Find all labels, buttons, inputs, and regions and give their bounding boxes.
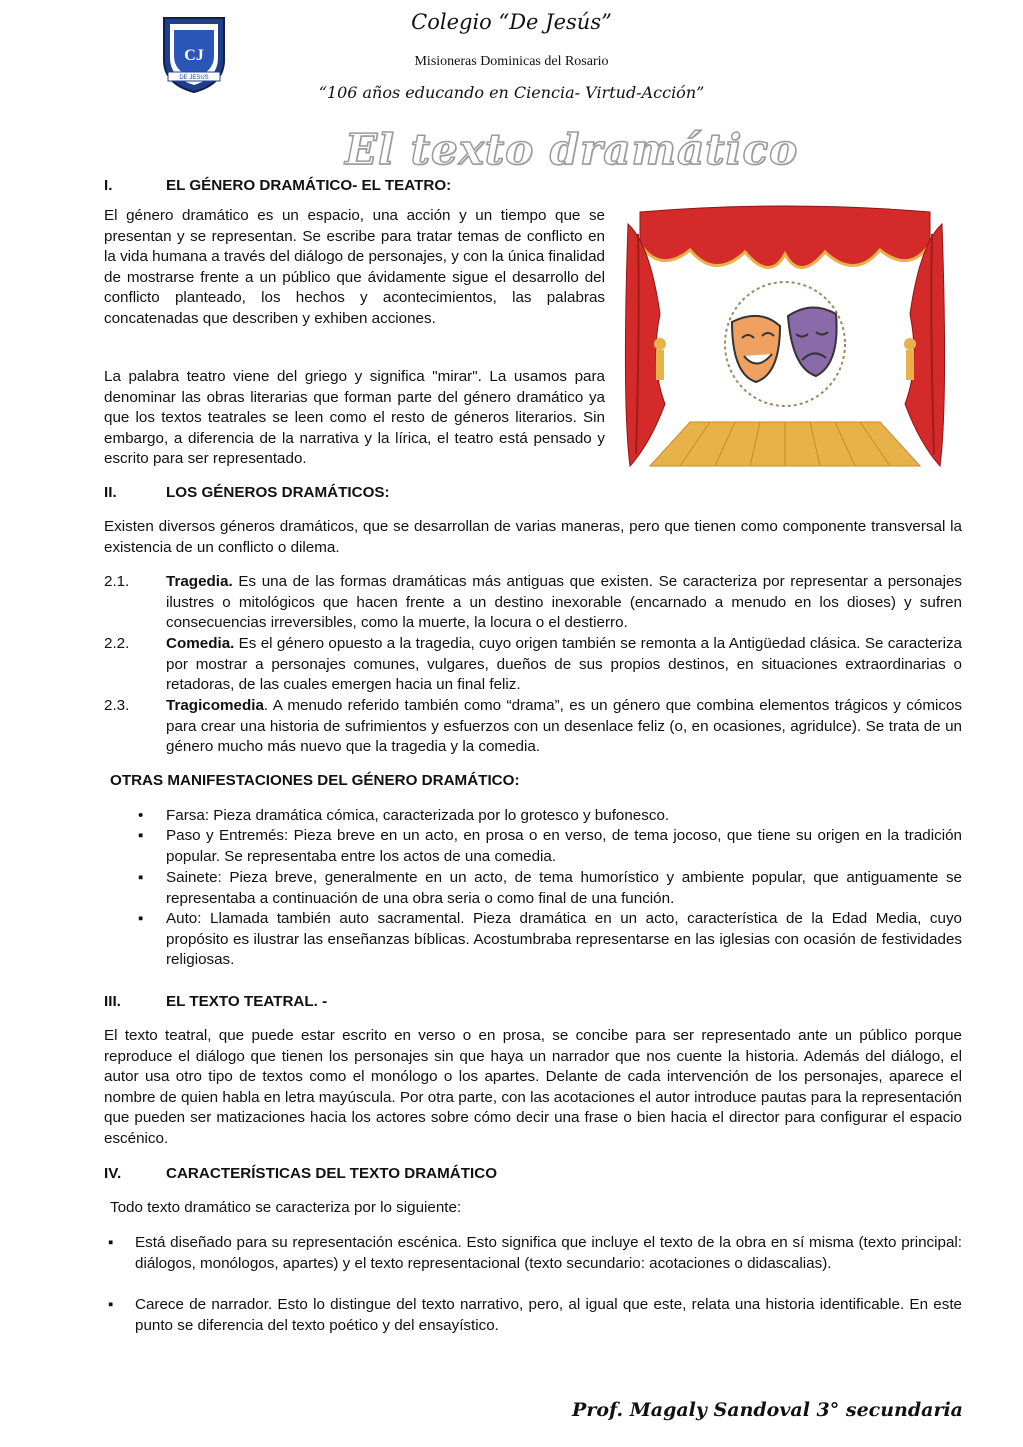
genre-item-tragedia xyxy=(166,572,962,634)
section-4-title: CARACTERÍSTICAS DEL TEXTO DRAMÁTICO xyxy=(166,1165,498,1182)
otras-heading: OTRAS MANIFESTACIONES DEL GÉNERO DRAMÁTICO: xyxy=(110,772,520,789)
section-3-paragraph: El texto teatral, que puede estar escrito en verso o en prosa, se concibe para ser representado ante un público porque reproduce el diálogo que tienen los personajes sin que haya un narrador que nos cuente la historia. Además del diálogo, el autor usa otro tipo de textos como el monólogo o los apartes. Delante de cada intervención de los personajes, aparece el nombre de quien habla en letra mayúscula. Por otra parte, con las acotaciones el autor introduce pautas para la representación que pueden ser matizaciones hacia los actores sobre cómo decir una frase o bien hacia el director para configurar el espacio escénico. xyxy=(104,1027,962,1147)
school-subtitle: Misioneras Dominicas del Rosario xyxy=(414,54,609,69)
section-4-number: IV. xyxy=(104,1165,122,1182)
otras-item-paso: Paso y Entremés: Pieza breve en un acto, en prosa o en verso, de tema jocoso, que tiene su origen en la tradición popular. Se representaba entre los actos de una comedia. xyxy=(166,827,962,865)
section-4-intro: Todo texto dramático se caracteriza por lo siguiente: xyxy=(110,1199,462,1216)
section-3-heading xyxy=(104,992,327,1013)
section-1-heading xyxy=(104,176,451,197)
otras-item-farsa: Farsa: Pieza dramática cómica, caracterizada por lo grotesco y bufonesco. xyxy=(166,807,670,824)
bullet-icon: ▪ xyxy=(138,869,144,886)
genre-term: Comedia. xyxy=(166,635,235,652)
characteristic-item: Carece de narrador. Esto lo distingue del texto narrativo, pero, al igual que este, relata una historia identificable. En este punto se diferencia del texto poético y del ensayístico. xyxy=(135,1296,962,1334)
otras-item-auto: Auto: Llamada también auto sacramental. Pieza dramática en un acto, característica de la Edad Media, cuyo propósito es ilustrar las enseñanzas bíblicas. Acostumbraba representarse en las iglesias con ocasión de festividades religiosas. xyxy=(166,910,962,969)
otras-item-sainete: Sainete: Pieza breve, generalmente en un acto, de tema humorístico y ambiente popular, que antiguamente se representaba a continuación de una obra seria o como final de una función. xyxy=(166,869,962,907)
section-2-number: II. xyxy=(104,484,117,501)
bullet-icon: ▪ xyxy=(138,910,144,927)
crest-letters: CJ xyxy=(184,47,204,64)
section-1-title: EL GÉNERO DRAMÁTICO- EL TEATRO: xyxy=(166,177,452,194)
section-4-heading xyxy=(104,1164,497,1185)
bullet-icon: ▪ xyxy=(108,1234,114,1251)
section-2-heading xyxy=(104,483,390,504)
bullet-icon: ▪ xyxy=(108,1296,114,1313)
section-1-number: I. xyxy=(104,177,113,194)
school-motto: “106 años educando en Ciencia- Virtud-Acción” xyxy=(318,83,705,102)
genre-description: Es el género opuesto a la tragedia, cuyo origen también se remonta a la Antigüedad clásica. Se caracteriza por mostrar a personajes comunes, vulgares, dueños de sus propios destinos, en situaciones extraordinarias o retadoras, de las cuales emergen hacia un final feliz. xyxy=(166,635,962,694)
genre-term: Tragicomedia xyxy=(166,697,264,714)
genre-description: Es una de las formas dramáticas más antiguas que existen. Se caracteriza por representar a personajes ilustres o mitológicos que hacen frente a un destino inexorable (encarnado a menudo en los dioses) y sufren consecuencias irreversibles, como la muerte, la locura o el destierro. xyxy=(166,573,962,632)
section-1-paragraph-1: El género dramático es un espacio, una acción y un tiempo que se presentan y se representan. Se escribe para tratar temas de conflicto en la vida humana a través del diálogo de personajes, y con la única finalidad de mostrarse frente a un público que ávidamente sigue el desarrollo del conflicto planteado, los hechos y acontecimientos, las palabras concatenadas que describen y exhiben acciones. xyxy=(104,207,605,327)
genre-term: Tragedia. xyxy=(166,573,233,590)
page-title: El texto dramático xyxy=(345,125,799,174)
crest-banner: DE JESUS xyxy=(179,75,209,81)
genre-description: . A menudo referido también como “drama”, es un género que combina elementos trágicos y cómicos para crear una historia de sufrimientos y esfuerzos con un desenlace feliz (o, en ocasiones, agridulce). Se trata de un género mucho más nuevo que la tragedia y la comedia. xyxy=(166,697,962,756)
genre-item-tragicomedia xyxy=(166,696,962,758)
section-2-intro: Existen diversos géneros dramáticos, que se desarrollan de varias maneras, pero que tienen como componente transversal la existencia de un conflicto o dilema. xyxy=(104,518,962,556)
genre-item-number: 2.3. xyxy=(104,697,130,714)
genre-item-comedia xyxy=(166,634,962,696)
bullet-icon: ▪ xyxy=(138,827,144,844)
school-name: Colegio “De Jesús” xyxy=(411,10,612,34)
genre-item-number: 2.2. xyxy=(104,635,130,652)
genre-item-number: 2.1. xyxy=(104,573,130,590)
section-3-title: EL TEXTO TEATRAL. - xyxy=(166,993,328,1010)
section-1-paragraph-2: La palabra teatro viene del griego y significa "mirar". La usamos para denominar las obras literarias que forman parte del género dramático ya que los textos teatrales se leen como el resto de géneros literarios. Sin embargo, a diferencia de la narrativa y la lírica, el teatro está pensado y escrito para ser representado. xyxy=(104,368,605,468)
footer-author: Prof. Magaly Sandoval 3° secundaria xyxy=(572,1399,963,1421)
section-3-number: III. xyxy=(104,993,121,1010)
bullet-icon: • xyxy=(138,807,144,824)
theater-stage-illustration xyxy=(620,204,950,484)
characteristic-item: Está diseñado para su representación escénica. Esto significa que incluye el texto de la obra en sí misma (texto principal: diálogos, monólogos, apartes) y el texto representacional (texto secundario: acotaciones o didascalias). xyxy=(135,1234,962,1272)
section-2-title: LOS GÉNEROS DRAMÁTICOS: xyxy=(166,484,390,501)
